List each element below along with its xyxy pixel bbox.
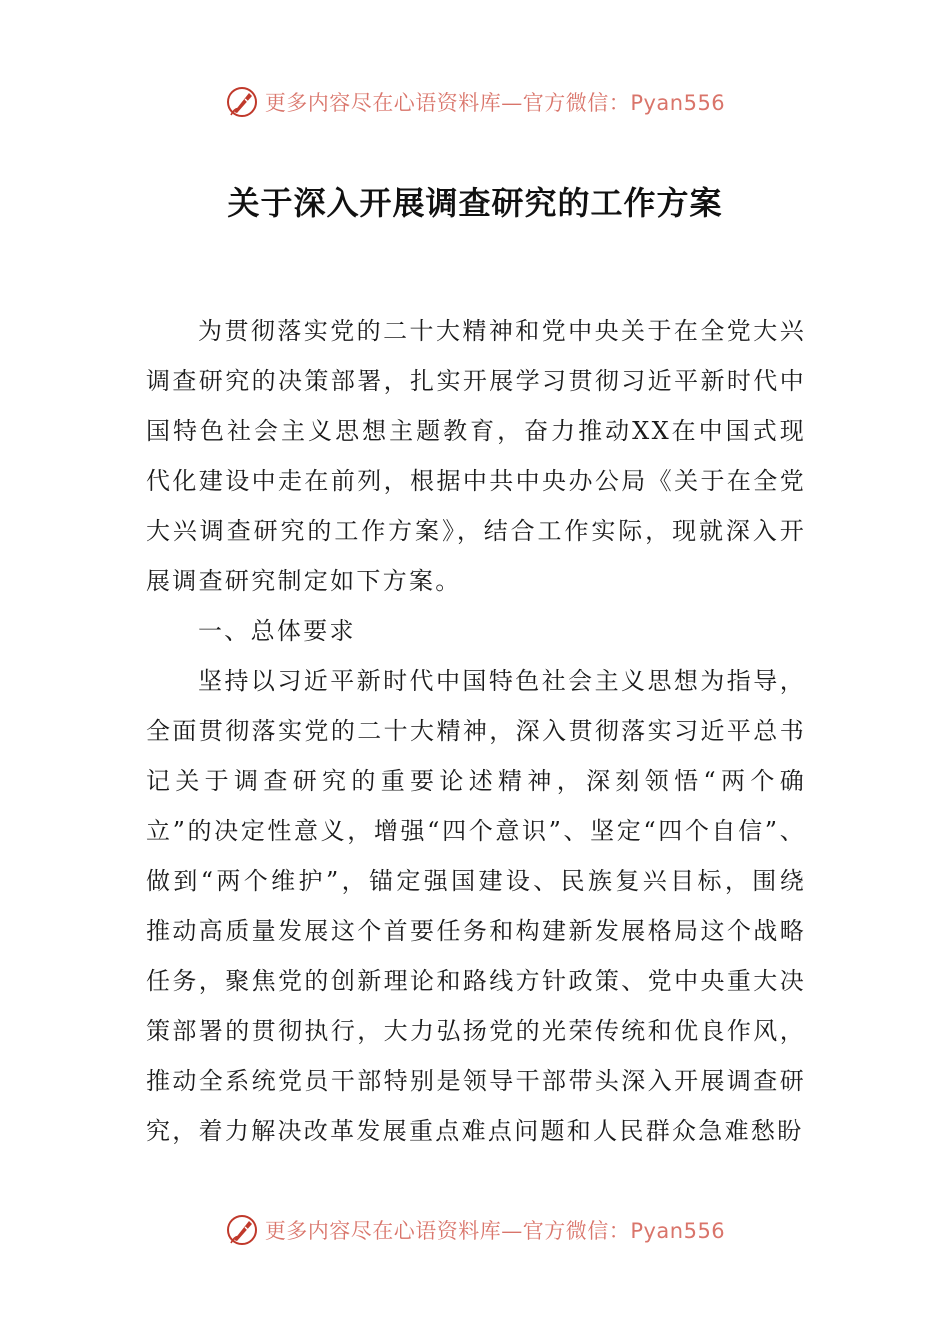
quill-pen-circle-icon [225, 85, 259, 119]
banner-text-cn: 更多内容尽在心语资料库—官方微信： [264, 91, 631, 115]
wechat-id: Pyan556 [630, 1219, 726, 1243]
section-paragraph: 坚持以习近平新时代中国特色社会主义思想为指导，全面贯彻落实党的二十大精神，深入贯彻落实习近平总书记关于调查研究的重要论述精神，深刻领悟“两个确立”的决定性意义，增强“四个意识”、坚定“四个自信”、做到“两个维护”，锚定强国建设、民族复兴目标，围绕推动高质量发展这个首要任务和构建新发展格局这个战略任务，聚焦党的创新理论和路线方针政策、党中央重大决策部署的贯彻执行，大力弘扬党的光荣传统和优良作风，推动全系统党员干部特别是领导干部带头深入开展调查研究，着力解决改革发展重点难点问题和人民群众急难愁盼 [146, 667, 806, 1145]
document-body [146, 306, 806, 1156]
banner-text-cn: 更多内容尽在心语资料库—官方微信： [264, 1219, 631, 1243]
header-banner [0, 80, 950, 124]
document-title: 关于深入开展调查研究的工作方案 [227, 184, 723, 222]
banner-text [265, 87, 725, 117]
wechat-id: Pyan556 [630, 91, 726, 115]
intro-paragraph: 为贯彻落实党的二十大精神和党中央关于在全党大兴调查研究的决策部署，扎实开展学习贯彻习近平新时代中国特色社会主义思想主题教育，奋力推动XX在中国式现代化建设中走在前列，根据中共中央办公局《关于在全党大兴调查研究的工作方案》，结合工作实际，现就深入开展调查研究制定如下方案。 [146, 317, 806, 595]
section-heading: 一、总体要求 [198, 617, 356, 645]
footer-banner [0, 1208, 950, 1252]
banner-text [265, 1215, 725, 1245]
quill-pen-circle-icon [225, 1213, 259, 1247]
